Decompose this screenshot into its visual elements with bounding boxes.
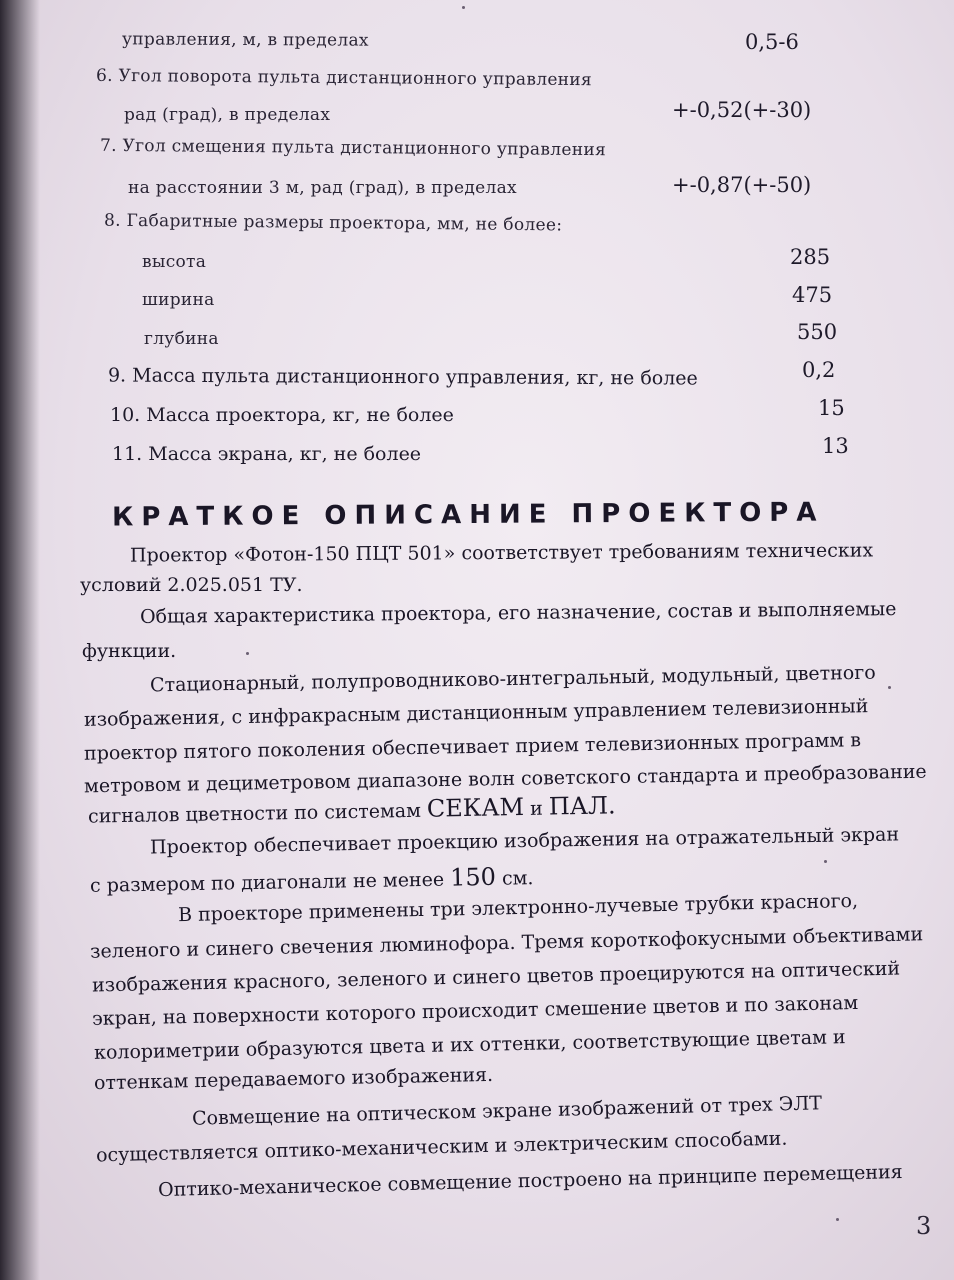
- para-5-line-6: оттенкам передаваемого изображения.: [93, 1063, 494, 1095]
- para-1-line-2: условий 2.025.051 ТУ.: [80, 574, 303, 596]
- and-word: и: [529, 797, 544, 820]
- para-1-line-1: Проектор «Фотон-150 ПЦТ 501» соответствует требованиям технических: [129, 539, 874, 567]
- spec-item-6-line2: рад (град), в пределах: [124, 105, 331, 125]
- scan-speck: [246, 652, 249, 655]
- scan-speck: [836, 1218, 839, 1221]
- size-unit: см.: [501, 867, 534, 890]
- spec-item-10: 10. Масса проектора, кг, не более: [110, 404, 454, 426]
- para-5-line-3: изображения красного, зеленого и синего цветов проецируются на оптический: [91, 957, 901, 997]
- para-4-line-2: [90, 862, 534, 898]
- spec-depth-value: 550: [797, 320, 838, 344]
- spec-line-top: управления, м, в пределах: [121, 29, 369, 51]
- diagonal-size: 150: [449, 862, 497, 892]
- section-heading: КРАТКОЕ ОПИСАНИЕ ПРОЕКТОРА: [111, 497, 825, 533]
- spec-depth-label: глубина: [144, 329, 219, 349]
- secam-label: СЕКАМ: [426, 792, 525, 823]
- scan-speck: [824, 860, 827, 863]
- spec-width-label: ширина: [142, 290, 215, 310]
- pal-label: ПАЛ.: [548, 791, 616, 821]
- spec-width-value: 475: [792, 283, 833, 307]
- spec-item-9-value: 0,2: [802, 358, 836, 382]
- spec-item-9: 9. Масса пульта дистанционного управления, кг, не более: [107, 364, 698, 390]
- para-5-line-1: В проекторе применены три электронно-лучевые трубки красного,: [177, 889, 859, 927]
- page-number: 3: [916, 1212, 932, 1240]
- para-3-line-2: изображения, с инфракрасным дистанционным управлением телевизионный: [83, 695, 869, 731]
- spec-item-10-value: 15: [818, 396, 845, 420]
- spec-item-11: 11. Масса экрана, кг, не более: [112, 443, 422, 465]
- spec-item-7-line2: на расстоянии 3 м, рад (град), в пределах: [128, 178, 517, 198]
- para-5-line-5: колориметрии образуются цвета и их оттенки, соответствующие цветам и: [93, 1026, 846, 1064]
- spec-height-value: 285: [790, 245, 831, 269]
- para-3-line-5: [88, 791, 616, 828]
- para-3-line-3: проектор пятого поколения обеспечивает прием телевизионных программ в: [83, 729, 862, 765]
- para-7-line-1: Оптико-механическое совмещение построено на принципе перемещения: [157, 1160, 903, 1202]
- para-2-line-2: функции.: [82, 640, 177, 662]
- para-4-line-2-text: с размером по диагонали не менее: [89, 868, 445, 897]
- para-4-line-1: Проектор обеспечивает проекцию изображения на отражательный экран: [149, 823, 900, 859]
- para-3-line-4: метровом и дециметровом диапазоне волн советского стандарта и преобразование: [83, 760, 927, 798]
- spec-item-11-value: 13: [822, 434, 849, 458]
- para-6-line-1: Совмещение на оптическом экране изображений от трех ЭЛТ: [191, 1092, 823, 1130]
- spec-item-7-line1: 7. Угол смещения пульта дистанционного управления: [99, 135, 607, 161]
- scan-speck: [888, 686, 891, 689]
- spec-item-8-line1: 8. Габаритные размеры проектора, мм, не более:: [103, 210, 563, 236]
- spec-value-range: 0,5-6: [745, 30, 799, 54]
- para-5-line-4: экран, на поверхности которого происходит смешение цветов и по законам: [91, 991, 859, 1031]
- para-5-line-2: зеленого и синего свечения люминофора. Тремя короткофокусными объективами: [89, 923, 924, 963]
- spec-item-7-value: +-0,87(+-50): [672, 173, 812, 197]
- spec-height-label: высота: [142, 252, 207, 272]
- para-3-line-1: Стационарный, полупроводниково-интегральный, модульный, цветного: [149, 661, 876, 697]
- para-6-line-2: осуществляется оптико-механическим и электрическим способами.: [95, 1127, 788, 1167]
- scan-speck: [462, 6, 465, 9]
- spec-item-6-value: +-0,52(+-30): [672, 98, 812, 122]
- spec-item-6-line1: 6. Угол поворота пульта дистанционного управления: [95, 65, 593, 91]
- para-2-line-1: Общая характеристика проектора, его назначение, состав и выполняемые: [139, 598, 897, 628]
- para-3-line-5-text: сигналов цветности по системам: [87, 799, 422, 828]
